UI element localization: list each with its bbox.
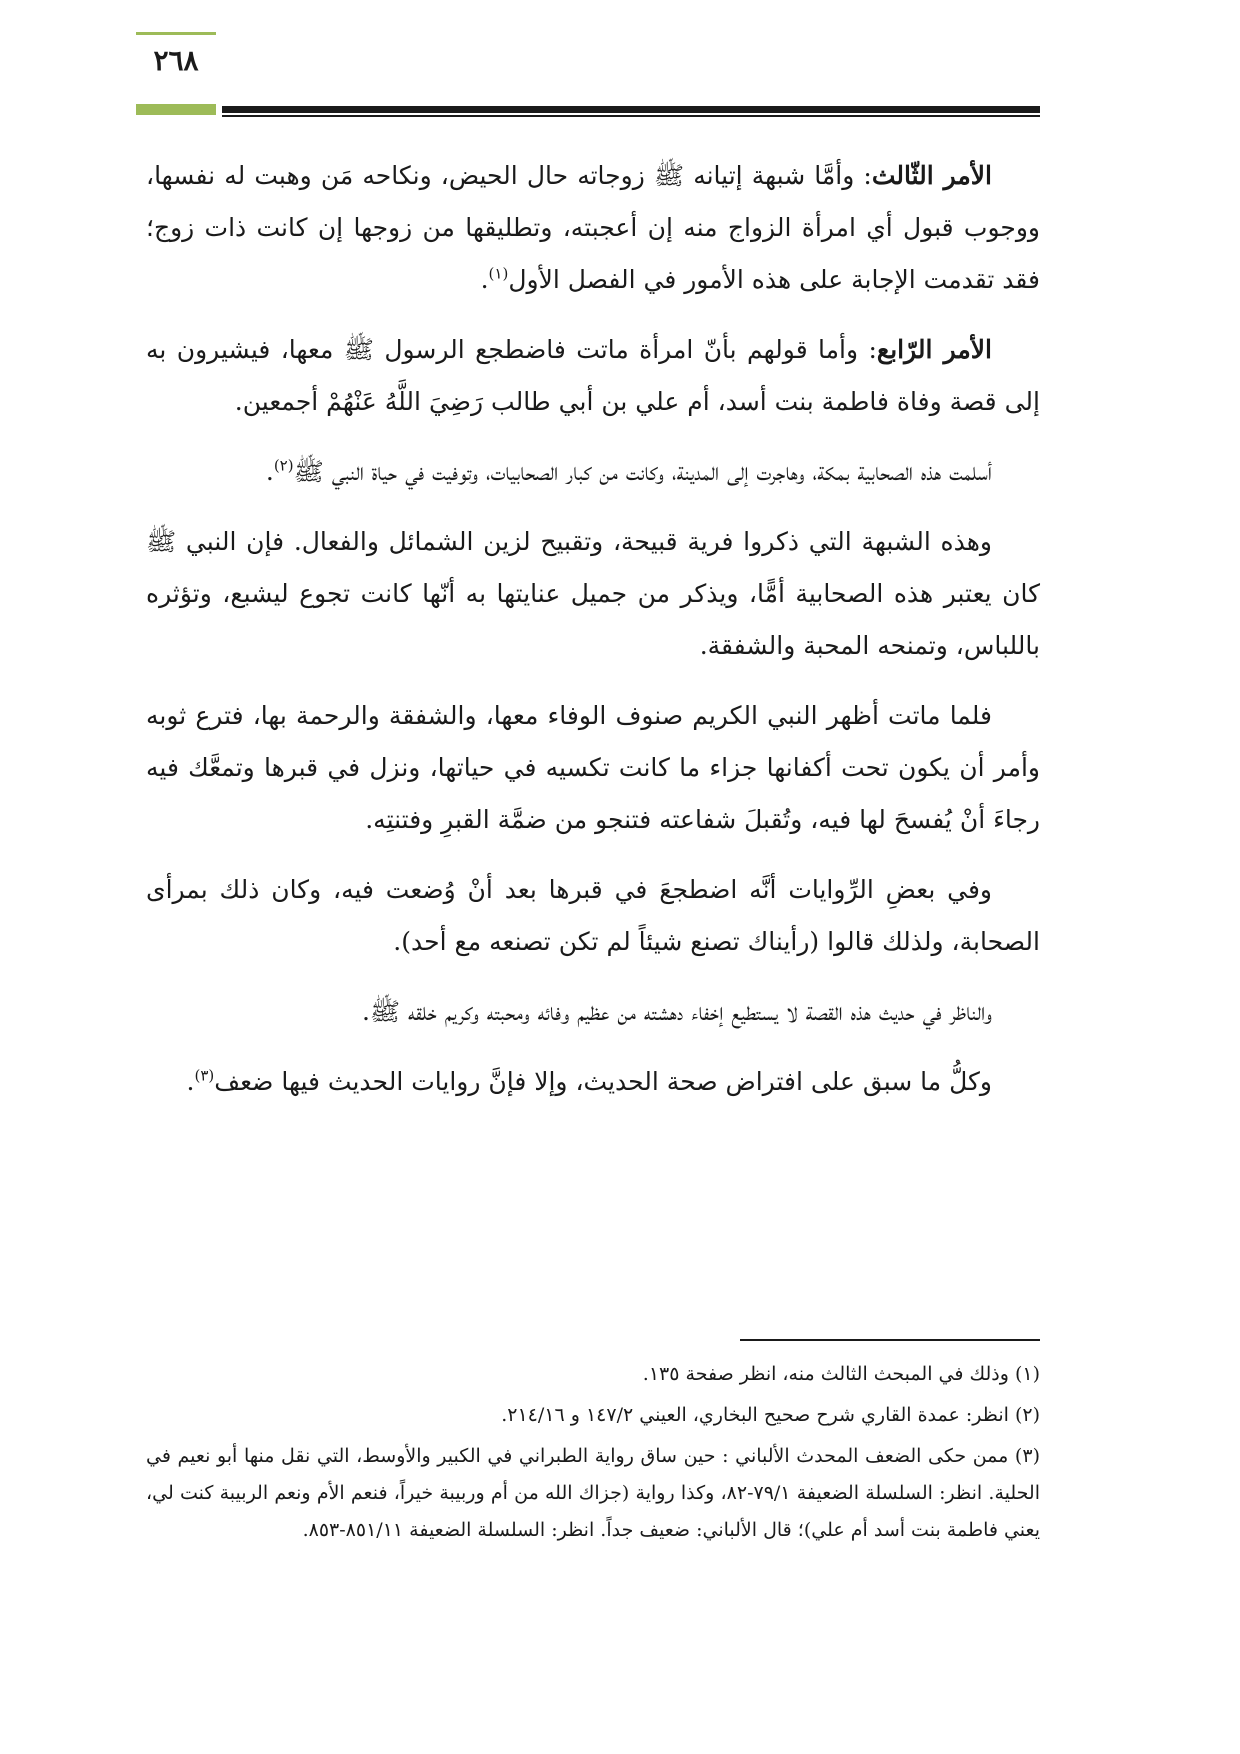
- header-rule: [222, 106, 1040, 113]
- paragraph-1: [146, 150, 1040, 306]
- paragraph-text: فلما ماتت أظهر النبي الكريم صنوف الوفاء معها، والشفقة والرحمة بها، فترع ثوبه وأمر أن يكون تحت أكفانها جزاء ما كانت تكسيه في حياتها، ونزل في قبرها وتمعَّك فيه رجاءَ أنْ يُفسحَ لها فيه، وتُقبلَ شفاعته فتنجو من ضمَّة القبرِ وفتنتِه.: [146, 701, 1040, 834]
- footnote-separator: [740, 1339, 1040, 1341]
- paragraph-2: [146, 324, 1040, 428]
- paragraph-tail: .: [186, 1067, 195, 1096]
- paragraph-text: وفي بعضِ الرِّوايات أنَّه اضطجعَ في قبرها بعد أنْ وُضعت فيه، وكان ذلك بمرأى الصحابة، ولذلك قالوا (رأيناك تصنع شيئاً لم تكن تصنعه مع أحد).: [146, 875, 1040, 956]
- paragraph-text: : وأما قولهم بأنّ امرأة ماتت فاضطجع الرسول ﷺ معها، فيشيرون به إلى قصة وفاة فاطمة بنت أسد، أم علي بن أبي طالب رَضِيَ اللَّهُ عَنْهُمْ أجمعين.: [146, 335, 1040, 416]
- paragraph-3: [146, 446, 1040, 498]
- header-accent-line: [136, 32, 216, 35]
- paragraph-text: أسلمت هذه الصحابية بمكة، وهاجرت إلى المدينة، وكانت من كبار الصحابيات، وتوفيت في حياة النبي ﷺ: [293, 457, 992, 486]
- paragraph-text: : وأمَّا شبهة إتيانه ﷺ زوجاته حال الحيض، ونكاحه مَن وهبت له نفسها، ووجوب قبول أي امرأة الزواج منه إن أعجبته، وتطليقها من زوجها إن كانت ذات زوج؛ فقد تقدمت الإجابة على هذه الأمور في الفصل الأول: [146, 161, 1040, 294]
- paragraph-tail: .: [265, 457, 274, 486]
- footnote-ref[interactable]: (٢): [273, 456, 294, 475]
- footnotes: [146, 1356, 1040, 1553]
- footnote-3: (٣) ممن حكى الضعف المحدث الألباني : حين ساق رواية الطبراني في الكبير والأوسط، التي نقل منها أبو نعيم في الحلية. انظر: السلسلة الضعيفة ٧٩/١-٨٢، وكذا رواية (جزاك الله من أم وربيبة خيراً، فنعم الأم ونعم الربيبة كنت لي، يعني فاطمة بنت أسد أم علي)؛ قال الألباني: ضعيف جداً. انظر: السلسلة الضعيفة ٨٥١/١١-٨٥٣.: [146, 1445, 1040, 1541]
- footnote-ref[interactable]: (١): [488, 264, 509, 283]
- paragraph-lead: الأمر الثّالث: [871, 161, 992, 190]
- paragraph-8: [146, 1056, 1040, 1108]
- paragraph-7: [146, 986, 1040, 1038]
- paragraph-text: وهذه الشبهة التي ذكروا فرية قبيحة، وتقبيح لزين الشمائل والفعال. فإن النبي ﷺ كان يعتبر هذه الصحابية أمًّا، ويذكر من جميل عنايتها به أنّها كانت تجوع ليشبع، وتؤثره باللباس، وتمنحه المحبة والشفقة.: [146, 527, 1040, 660]
- paragraph-text: وكلُّ ما سبق على افتراض صحة الحديث، وإلا فإنَّ روايات الحديث فيها ضعف: [214, 1067, 992, 1096]
- footnote-ref[interactable]: (٣): [194, 1066, 215, 1085]
- paragraph-tail: .: [480, 265, 489, 294]
- header-accent-block: [136, 104, 216, 115]
- paragraph-6: [146, 864, 1040, 968]
- footnote-2: (٢) انظر: عمدة القاري شرح صحيح البخاري، العيني ١٤٧/٢ و ٢١٤/١٦.: [501, 1404, 1040, 1426]
- paragraph-text: والناظر في حديث هذه القصة لا يستطيع إخفاء دهشته من عظيم وفائه ومحبته وكريم خلقه ﷺ.: [361, 997, 992, 1026]
- page-number: ٢٦٨: [153, 44, 199, 77]
- paragraph-lead: الأمر الرّابع: [876, 335, 992, 364]
- paragraph-5: [146, 690, 1040, 846]
- main-text: [146, 150, 1040, 1126]
- footnote-1: (١) وذلك في المبحث الثالث منه، انظر صفحة ١٣٥.: [642, 1363, 1040, 1385]
- paragraph-4: [146, 516, 1040, 672]
